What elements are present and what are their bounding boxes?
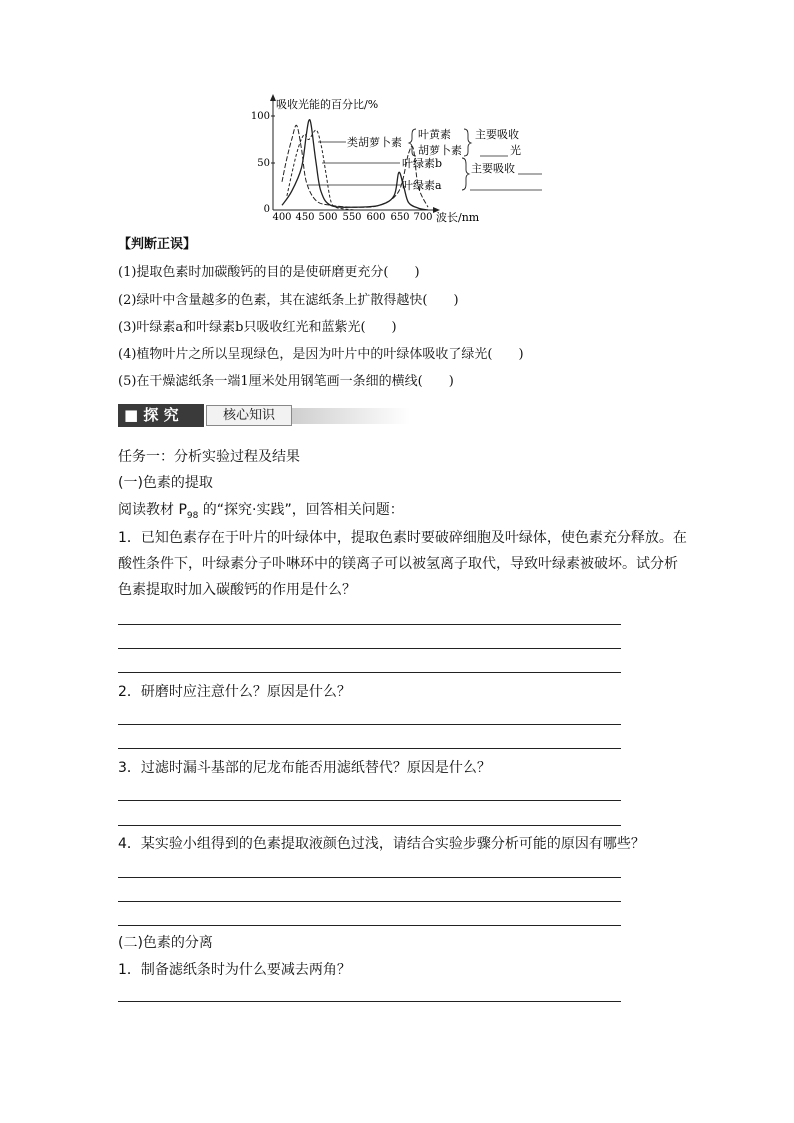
answer-line[interactable] (118, 877, 621, 878)
answer-line[interactable] (118, 672, 621, 673)
answer-line[interactable] (118, 800, 621, 801)
label-carotenoid: 类胡萝卜素 (347, 136, 402, 149)
question-4: 4．某实验小组得到的色素提取液颜色过浅，请结合实验步骤分析可能的原因有哪些？ (118, 836, 645, 852)
y-tick-50: 50 (257, 158, 270, 169)
x-tick-500: 500 (318, 212, 338, 223)
answer-line[interactable] (118, 901, 621, 902)
question-5: 1．制备滤纸条时为什么要减去两角？ (118, 962, 351, 978)
answer-line[interactable] (118, 925, 621, 926)
y-tick-100: 100 (250, 111, 270, 122)
section-header (118, 404, 410, 427)
judge-item-5: (5)在干燥滤纸条一端1厘米处用钢笔画一条细的横线( ) (118, 374, 454, 389)
judge-item-2: (2)绿叶中含量越多的色素，其在滤纸条上扩散得越快( ) (118, 293, 459, 308)
answer-line[interactable] (118, 724, 621, 725)
x-axis-title: 波长/nm (436, 211, 480, 224)
x-tick-700: 700 (413, 212, 433, 223)
chl-note: 主要吸收 (471, 162, 515, 175)
question-3: 3．过滤时漏斗基部的尼龙布能否用滤纸替代？原因是什么？ (118, 760, 491, 776)
label-chl-a: 叶绿素a (402, 179, 442, 192)
judge-item-4: (4)植物叶片之所以呈现绿色，是因为叶片中的叶绿体吸收了绿光( ) (118, 347, 524, 362)
x-tick-450: 450 (295, 212, 315, 223)
x-tick-400: 400 (272, 212, 292, 223)
intro-page-sub: 98 (186, 510, 199, 521)
judge-item-1: (1)提取色素时加碳酸钙的目的是使研磨更充分( ) (118, 265, 420, 280)
section-subtitle: 核心知识 (206, 405, 292, 426)
part1-title: (一)色素的提取 (118, 475, 213, 491)
chart-canvas (238, 92, 558, 224)
judge-title: 【判断正误】 (118, 237, 197, 252)
y-tick-0: 0 (263, 204, 270, 215)
bracket-note: 主要吸收 (475, 128, 519, 141)
x-tick-550: 550 (342, 212, 362, 223)
bracket-item-xanthophyll: 叶黄素 (418, 128, 451, 141)
intro-post: 的“探究·实践”，回答相关问题： (198, 502, 404, 518)
y-axis-title: 吸收光能的百分比/% (276, 98, 379, 111)
answer-line[interactable] (118, 624, 621, 625)
bracket-carotenoid (409, 129, 416, 156)
bracket-chlorophyll (462, 158, 469, 190)
part2-title: (二)色素的分离 (118, 935, 213, 951)
section-tag (118, 404, 204, 427)
section-fade-bar (292, 408, 410, 424)
answer-line[interactable] (118, 648, 621, 649)
x-tick-650: 650 (390, 212, 410, 223)
absorption-spectrum-chart (238, 92, 558, 224)
bracket-item-carotene: 胡萝卜素 (418, 144, 462, 157)
question-1: 1．已知色素存在于叶片的叶绿体中，提取色素时要破碎细胞及叶绿体，使色素充分释放。在酸性条件下，叶绿素分子卟啉环中的镁离子可以被氢离子取代，导致叶绿素被破坏。试分析色素提取时加入碳酸钙的作用是什么？ (118, 530, 687, 598)
bracket-note-suffix: 光 (510, 144, 521, 157)
x-tick-600: 600 (366, 212, 386, 223)
answer-line[interactable] (118, 748, 621, 749)
label-chl-b: 叶绿素b (402, 157, 443, 170)
section-tag-text: ■ 探 究 (124, 406, 179, 424)
task-title: 任务一：分析实验过程及结果 (118, 449, 300, 465)
judge-item-3: (3)叶绿素a和叶绿素b只吸收红光和蓝紫光( ) (118, 320, 397, 335)
bracket-right (464, 129, 471, 156)
answer-line[interactable] (118, 825, 621, 826)
answer-line[interactable] (118, 1001, 621, 1002)
intro-pre: 阅读教材 P (118, 502, 187, 518)
question-2: 2．研磨时应注意什么？原因是什么？ (118, 684, 351, 700)
